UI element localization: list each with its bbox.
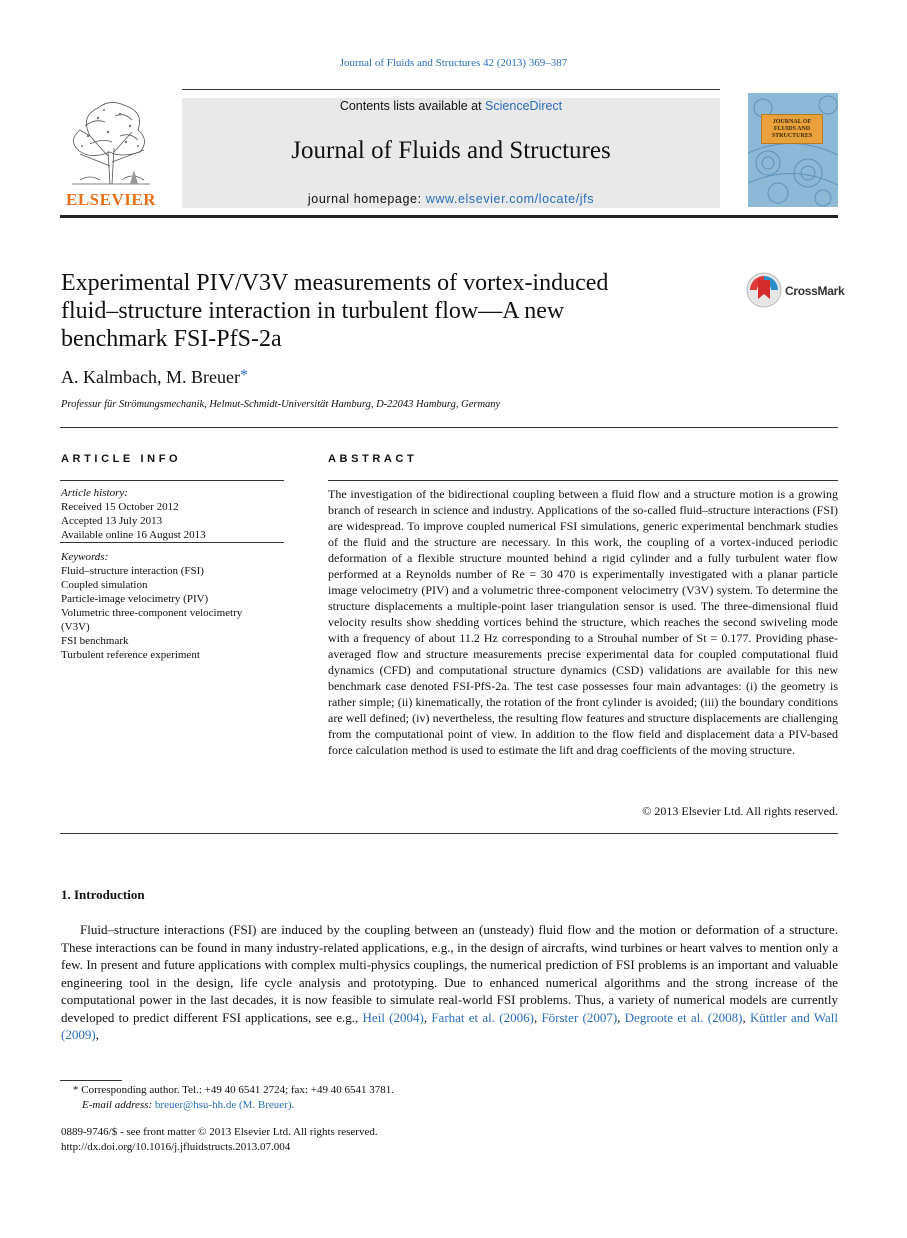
article-info-heading: ARTICLE INFO: [61, 453, 182, 465]
cover-label-line3: STRUCTURES: [771, 133, 813, 139]
article-title-line1: Experimental PIV/V3V measurements of vortex-induced: [61, 270, 609, 296]
introduction-paragraph: Fluid–structure interactions (FSI) are induced by the coupling between an (unsteady) fluid flow and the motion or deformation of a structure. These interactions can be found in many industry-related applications, e.g., in the design of aircrafts, wind turbines or heart valves to mention only a few. In present and future applications with complex multi-physics couplings, the numerical prediction of FSI problems is an important and valuable engineering tool in the design, life cycle analysis and prototyping. Due to enhanced numerical algorithms and the strong increase of the computational power in the last decades, it is now feasible to simulate real-world FSI problems. Thus, a variety of numerical models are currently developed to predict different FSI applications, see e.g., Heil (2004), Farhat et al. (2006), Förster (2007), Degroote et al. (2008), Küttler and Wall (2009),: [61, 922, 838, 1042]
citation-link[interactable]: Farhat et al. (2006): [431, 1009, 534, 1025]
keyword-item: Volumetric three-component velocimetry: [61, 607, 243, 619]
introduction-heading: 1. Introduction: [61, 887, 145, 902]
keywords: [61, 550, 283, 662]
article-title-line3: benchmark FSI-PfS-2a: [61, 326, 282, 352]
abstract-bottom-rule: [60, 833, 838, 834]
keyword-item: Fluid–structure interaction (FSI): [61, 565, 204, 577]
citation-link[interactable]: Heil (2004): [362, 1009, 424, 1025]
online-date: Available online 16 August 2013: [61, 529, 206, 541]
email-footnote: [82, 1099, 294, 1111]
header-top-rule: [182, 89, 720, 90]
intro-text: Fluid–structure interactions (FSI) are induced by the coupling between an (unsteady) fluid flow and the motion or deformation of a structure. These interactions can be found in many industry-related applications, e.g., in the design of aircrafts, wind turbines or heart valves to mention only a few. In present and future applications with complex multi-physics couplings, the numerical prediction of FSI problems is an important and valuable engineering tool in the design, life cycle analysis and prototyping. Due to enhanced numerical algorithms and the strong increase of the computational power in the last decades, it is now feasible to simulate real-world FSI problems. Thus, a variety of numerical models are currently developed to predict different FSI applications, see e.g.,: [61, 922, 838, 1025]
journal-cover-thumbnail[interactable]: [748, 93, 838, 207]
email-link[interactable]: breuer@hsu-hh.de (M. Breuer).: [154, 1099, 295, 1111]
received-date: Received 15 October 2012: [61, 501, 179, 513]
corresponding-author-footnote: [73, 1084, 394, 1096]
homepage-line: [182, 192, 720, 206]
accepted-date: Accepted 13 July 2013: [61, 515, 163, 527]
affiliation: Professur für Strömungsmechanik, Helmut-Schmidt-Universität Hamburg, D-22043 Hamburg, Germany: [61, 399, 501, 410]
author-names: A. Kalmbach, M. Breuer: [61, 367, 240, 387]
doi-link[interactable]: http://dx.doi.org/10.1016/j.jfluidstructs.2013.07.004: [61, 1141, 291, 1153]
abstract-heading: ABSTRACT: [328, 453, 418, 465]
article-title-line2: fluid–structure interaction in turbulent flow—A new: [61, 298, 565, 324]
footnote-rule: [60, 1080, 122, 1081]
article-title: [61, 269, 711, 353]
history-rule: [60, 542, 284, 543]
cover-label-line2: FLUIDS AND: [773, 126, 811, 132]
footnote-mark: *: [73, 1084, 79, 1096]
citation-link[interactable]: Förster (2007): [541, 1009, 618, 1025]
crossmark-label[interactable]: CrossMark: [785, 284, 845, 298]
affiliation-rule: [60, 427, 838, 428]
citation-link[interactable]: Küttler and Wall (2009): [61, 1009, 838, 1042]
keyword-item: Particle-image velocimetry (PIV): [61, 593, 209, 605]
article-history: [61, 486, 283, 542]
keyword-item: Turbulent reference experiment: [61, 649, 200, 661]
keywords-label: Keywords:: [61, 551, 109, 563]
homepage-link[interactable]: www.elsevier.com/locate/jfs: [425, 192, 595, 206]
abstract-rule: [328, 480, 838, 481]
issn-line: 0889-9746/$ - see front matter © 2013 Elsevier Ltd. All rights reserved.: [61, 1126, 378, 1138]
corresponding-author-mark[interactable]: *: [239, 367, 248, 384]
journal-title: Journal of Fluids and Structures: [291, 137, 611, 164]
header-bottom-rule: [60, 215, 838, 218]
citation-link[interactable]: Degroote et al. (2008): [624, 1009, 743, 1025]
abstract-text: The investigation of the bidirectional coupling between a fluid flow and a structure motion is a growing branch of research in science and industry. Applications of the so-called fluid–structure interactions (FSI) are widespread. To improve coupled numerical FSI simulations, generic experimental benchmark studies of the fluid and the structure are necessary. In this work, the coupling of a vortex-induced periodic deformation of a flexible structure mounted behind a rigid cylinder and a fully turbulent water flow performed at a Reynolds number of Re = 30 470 is experimentally investigated with a planar particle image velocimetry (PIV) and a volumetric three-component velocimetry (V3V) system. To determine the structure displacements a multiple-point laser triangulation sensor is used. The three-dimensional fluid velocity results show shedding vortices behind the structure, which reaches the second swiveling mode with a frequency of about 11.2 Hz corresponding to a Strouhal number of St = 0.177. Providing phase-averaged flow and structure measurements precise experimental data for coupled computational fluid dynamics (CFD) and computational structure dynamics (CSD) validations are available for this new benchmark case denoted FSI-PfS-2a. The test case possesses four main advantages: (i) the geometry is rather simple; (ii) kinematically, the rotation of the front cylinder is avoided; (iii) the boundary conditions are well defined; (iv) nevertheless, the resulting flow features and structure displacements are challenging from the computational point of view. In addition to the flow field and displacement data a PIV-based force calculation method is used to estimate the lift and drag coefficients of the moving structure.: [328, 487, 838, 757]
footnote-corr-text: Corresponding author. Tel.: +49 40 6541 2724; fax: +49 40 6541 3781.: [78, 1084, 394, 1096]
cover-swirl-pattern: [748, 93, 838, 207]
authors: [61, 367, 248, 388]
keyword-item: FSI benchmark: [61, 635, 129, 647]
history-label: Article history:: [61, 487, 128, 499]
contents-prefix: Contents lists available at: [339, 99, 486, 113]
article-info-rule: [60, 480, 284, 481]
copyright: © 2013 Elsevier Ltd. All rights reserved.: [642, 804, 838, 818]
contents-line: [182, 99, 720, 113]
keyword-item: Coupled simulation: [61, 579, 148, 591]
sciencedirect-link[interactable]: ScienceDirect: [485, 99, 563, 113]
journal-reference-link[interactable]: Journal of Fluids and Structures 42 (2013) 369–387: [339, 57, 568, 69]
cover-label-line1: JOURNAL OF: [772, 119, 812, 125]
crossmark-icon[interactable]: [745, 271, 783, 309]
keyword-item: (V3V): [61, 621, 90, 633]
elsevier-wordmark: ELSEVIER: [66, 190, 156, 209]
email-label: E-mail address:: [82, 1099, 155, 1111]
homepage-prefix: journal homepage:: [307, 192, 426, 206]
cover-label: [761, 114, 823, 144]
